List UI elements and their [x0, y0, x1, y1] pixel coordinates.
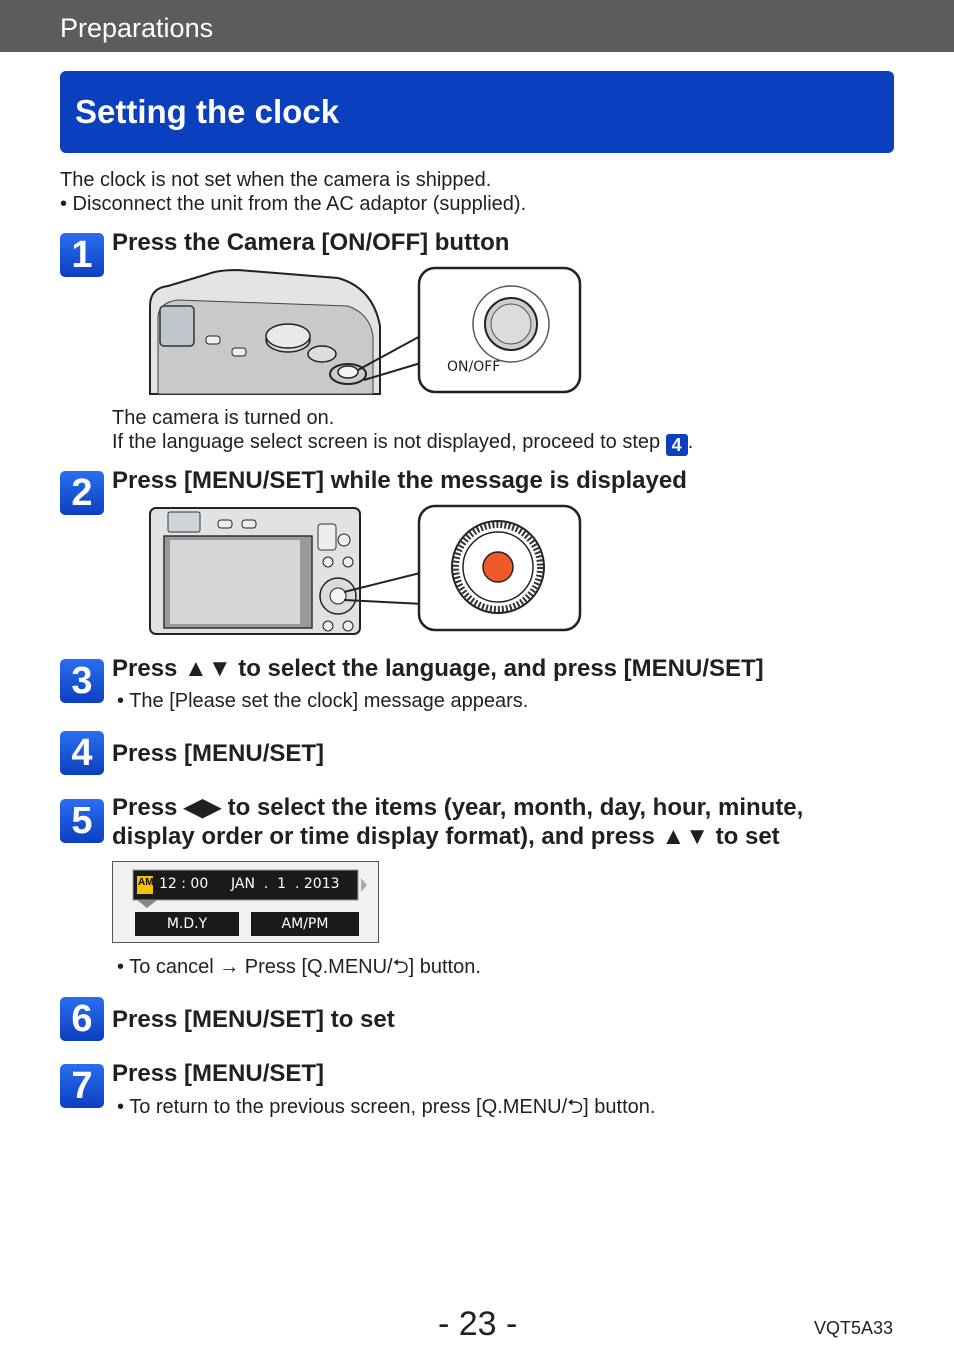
- section-title: Preparations: [60, 13, 214, 43]
- section-header-bar: [0, 0, 954, 52]
- step-1-note-1: The camera is turned on.: [112, 407, 335, 429]
- step-6-title: Press [MENU/SET] to set: [112, 1006, 395, 1033]
- clock-time: 12 : 00: [159, 876, 209, 892]
- page-number: - 23 -: [438, 1305, 518, 1343]
- step-6-badge: 6: [60, 997, 104, 1041]
- step-7-note: • To return to the previous screen, press [Q.MENU/⮌] button.: [117, 1096, 656, 1118]
- step-5-badge: 5: [60, 799, 104, 843]
- step-1-badge: 1: [60, 233, 104, 277]
- clock-setting-screen: [112, 861, 379, 943]
- page-title: Setting the clock: [75, 93, 340, 130]
- step-5-note: • To cancel → Press [Q.MENU/⮌] button.: [117, 956, 481, 978]
- time-format-button[interactable]: AM/PM: [281, 916, 329, 932]
- step-5-title-line-2: display order or time display format), and press ▲▼ to set: [112, 823, 780, 850]
- clock-date: JAN . 1 . 2013: [231, 876, 340, 892]
- page-title-band: [60, 71, 894, 153]
- step-5-title-line-1: Press ◀▶ to select the items (year, month, day, hour, minute,: [112, 794, 804, 821]
- step-4-badge: 4: [60, 731, 104, 775]
- camera-top-illustration: [148, 266, 582, 396]
- document-code: VQT5A33: [814, 1318, 894, 1338]
- intro-bullet: • Disconnect the unit from the AC adaptor (supplied).: [60, 193, 527, 215]
- camera-back-illustration: [148, 504, 582, 636]
- intro-text: The clock is not set when the camera is shipped.: [60, 169, 492, 191]
- on-off-label: ON/OFF: [447, 359, 501, 375]
- step-7-badge: 7: [60, 1064, 104, 1108]
- am-tag: AM: [138, 877, 154, 888]
- step-4-title: Press [MENU/SET]: [112, 740, 325, 767]
- step-2-badge: 2: [60, 471, 104, 515]
- step-1-title: Press the Camera [ON/OFF] button: [112, 229, 510, 256]
- display-order-button[interactable]: M.D.Y: [166, 916, 208, 932]
- step-3-title: Press ▲▼ to select the language, and press [MENU/SET]: [112, 655, 764, 682]
- step-4-reference-badge: 4: [666, 434, 688, 456]
- step-2-title: Press [MENU/SET] while the message is displayed: [112, 467, 687, 494]
- step-3-note: • The [Please set the clock] message appears.: [117, 690, 529, 712]
- step-1-note-2: If the language select screen is not displayed, proceed to step 4 .: [112, 431, 694, 455]
- step-7-title: Press [MENU/SET]: [112, 1060, 325, 1087]
- step-3-badge: 3: [60, 659, 104, 703]
